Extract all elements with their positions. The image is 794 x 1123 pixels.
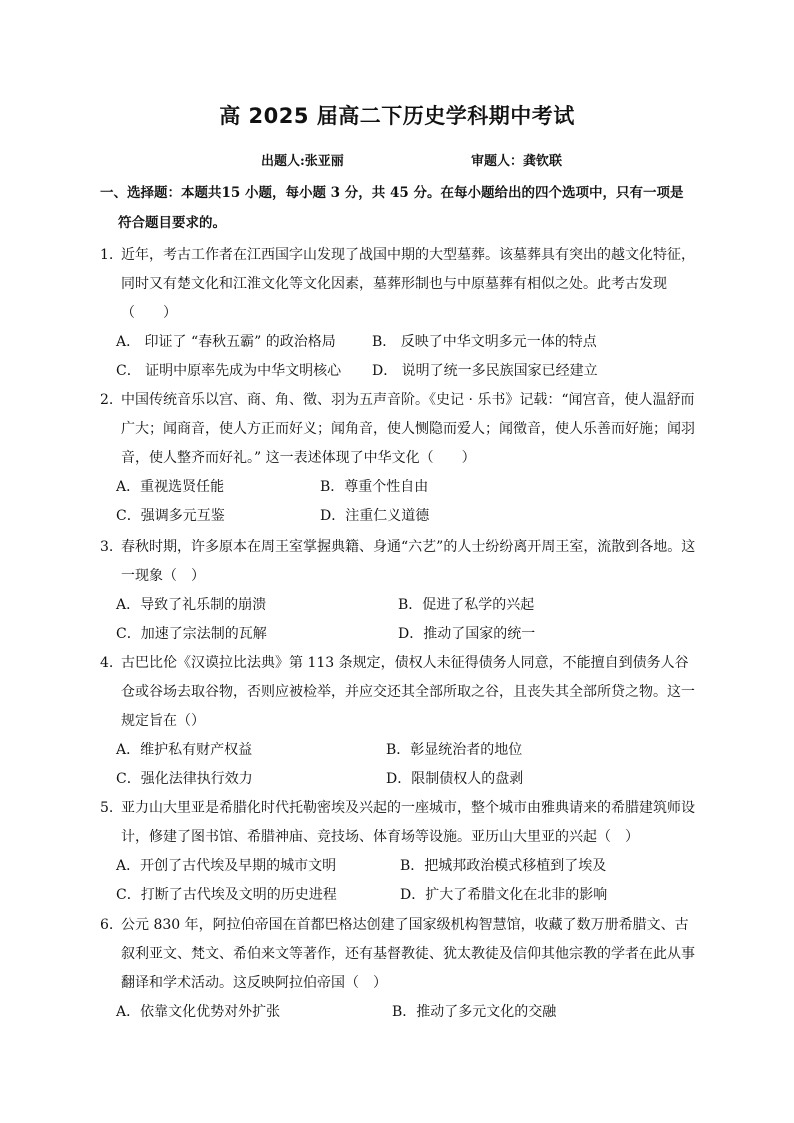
option-c[interactable]: C．打断了古代埃及文明的历史进程 bbox=[116, 887, 337, 903]
option-b[interactable]: B．彰显统治者的地位 bbox=[386, 742, 523, 758]
question-stem bbox=[100, 241, 700, 328]
question-stem bbox=[100, 533, 700, 591]
option-c[interactable]: C．强化法律执行效力 bbox=[116, 771, 253, 787]
option-b[interactable]: B．推动了多元文化的交融 bbox=[392, 1004, 557, 1020]
option-d[interactable]: D．推动了国家的统一 bbox=[398, 626, 536, 642]
question-3 bbox=[100, 533, 700, 649]
question-text: 近年，考古工作者在江西国字山发现了战国中期的大型墓葬。该墓葬具有突出的越文化特征，同时又有楚文化和江淮文化等文化因素，墓葬形制也与中原墓葬有相似之处。此考古发现（ ） bbox=[121, 247, 695, 321]
question-number: 2. bbox=[100, 392, 114, 408]
option-a[interactable]: A．导致了礼乐制的崩溃 bbox=[116, 597, 267, 613]
question-text: 春秋时期，许多原本在周王室掌握典籍、身通“六艺”的人士纷纷离开周王室，流散到各地。这一现象（ ） bbox=[121, 539, 696, 584]
question-stem bbox=[100, 386, 700, 473]
option-c[interactable]: C． 证明中原率先成为中华文明核心 bbox=[116, 363, 342, 379]
option-a[interactable]: A．开创了古代埃及早期的城市文明 bbox=[116, 858, 337, 874]
option-d[interactable]: D．注重仁义道德 bbox=[320, 508, 430, 524]
section-heading bbox=[100, 178, 700, 238]
question-options bbox=[100, 998, 700, 1027]
exam-title: 高 2025 届高二下历史学科期中考试 bbox=[219, 104, 575, 128]
option-d[interactable]: D． 说明了统一多民族国家已经建立 bbox=[372, 363, 598, 379]
question-options bbox=[100, 736, 700, 794]
question-4 bbox=[100, 649, 700, 794]
option-b[interactable]: B． 反映了中华文明多元一体的特点 bbox=[372, 334, 597, 350]
question-number: 5. bbox=[100, 800, 114, 816]
option-b[interactable]: B．尊重个性自由 bbox=[320, 479, 429, 495]
option-a[interactable]: A．维护私有财产权益 bbox=[116, 742, 253, 758]
option-b[interactable]: B．促进了私学的兴起 bbox=[398, 597, 535, 613]
option-c[interactable]: C．加速了宗法制的瓦解 bbox=[116, 626, 267, 642]
question-reviewer: 审题人：龚钦联 bbox=[471, 154, 563, 169]
question-number: 4. bbox=[100, 655, 114, 671]
question-stem bbox=[100, 794, 700, 852]
question-number: 3. bbox=[100, 539, 114, 555]
option-a[interactable]: A． 印证了 “春秋五霸” 的政治格局 bbox=[116, 334, 336, 350]
question-text: 亚力山大里亚是希腊化时代托勒密埃及兴起的一座城市，整个城市由雅典请来的希腊建筑师设计，修建了图书馆、希腊神庙、竞技场、体育场等设施。亚历山大里亚的兴起（ ） bbox=[121, 800, 695, 845]
question-options bbox=[100, 473, 700, 531]
question-5 bbox=[100, 794, 700, 910]
option-c[interactable]: C．强调多元互鉴 bbox=[116, 508, 225, 524]
question-number: 1. bbox=[100, 247, 114, 263]
option-a[interactable]: A．重视选贤任能 bbox=[116, 479, 225, 495]
question-stem bbox=[100, 911, 700, 998]
question-text: 公元 830 年，阿拉伯帝国在首都巴格达创建了国家级机构智慧馆，收藏了数万册希腊文、古叙利亚文、梵文、希伯来文等著作，还有基督教徒、犹太教徒及信仰其他宗教的学者在此从事翻译和学术活动。这反映阿拉伯帝国（ ） bbox=[121, 917, 695, 991]
question-setter: 出题人:张亚丽 bbox=[261, 154, 344, 169]
section-heading-line2: 符合题目要求的。 bbox=[118, 215, 226, 231]
question-stem bbox=[100, 649, 700, 736]
question-options bbox=[100, 591, 700, 649]
question-number: 6. bbox=[100, 917, 114, 933]
question-6 bbox=[100, 911, 700, 1027]
question-options bbox=[100, 328, 700, 386]
question-options bbox=[100, 852, 700, 910]
question-text: 中国传统音乐以宫、商、角、徵、羽为五声音阶。《史记 · 乐书》记载：“闻宫音，使人温舒而广大；闻商音，使人方正而好义；闻角音，使人恻隐而爱人；闻徵音，使人乐善而好施；闻羽音，使人整齐而好礼。” 这一表述体现了中华文化（ ） bbox=[121, 392, 695, 466]
section-heading-line1: 一、选择题：本题共15 小题，每小题 3 分，共 45 分。在每小题给出的四个选项中，只有一项是 bbox=[100, 185, 684, 201]
question-text: 古巴比伦《汉谟拉比法典》第 113 条规定，债权人未征得债务人同意，不能擅自到债务人谷仓或谷场去取谷物，否则应被检举，并应交还其全部所取之谷，且丧失其全部所贷之物。这一规定旨在（） bbox=[121, 655, 695, 729]
option-a[interactable]: A．依靠文化优势对外扩张 bbox=[116, 1004, 281, 1020]
option-d[interactable]: D．扩大了希腊文化在北非的影响 bbox=[400, 887, 608, 903]
option-b[interactable]: B．把城邦政治模式移植到了埃及 bbox=[400, 858, 607, 874]
question-2 bbox=[100, 386, 700, 531]
question-1 bbox=[100, 241, 700, 386]
option-d[interactable]: D．限制债权人的盘剥 bbox=[386, 771, 524, 787]
